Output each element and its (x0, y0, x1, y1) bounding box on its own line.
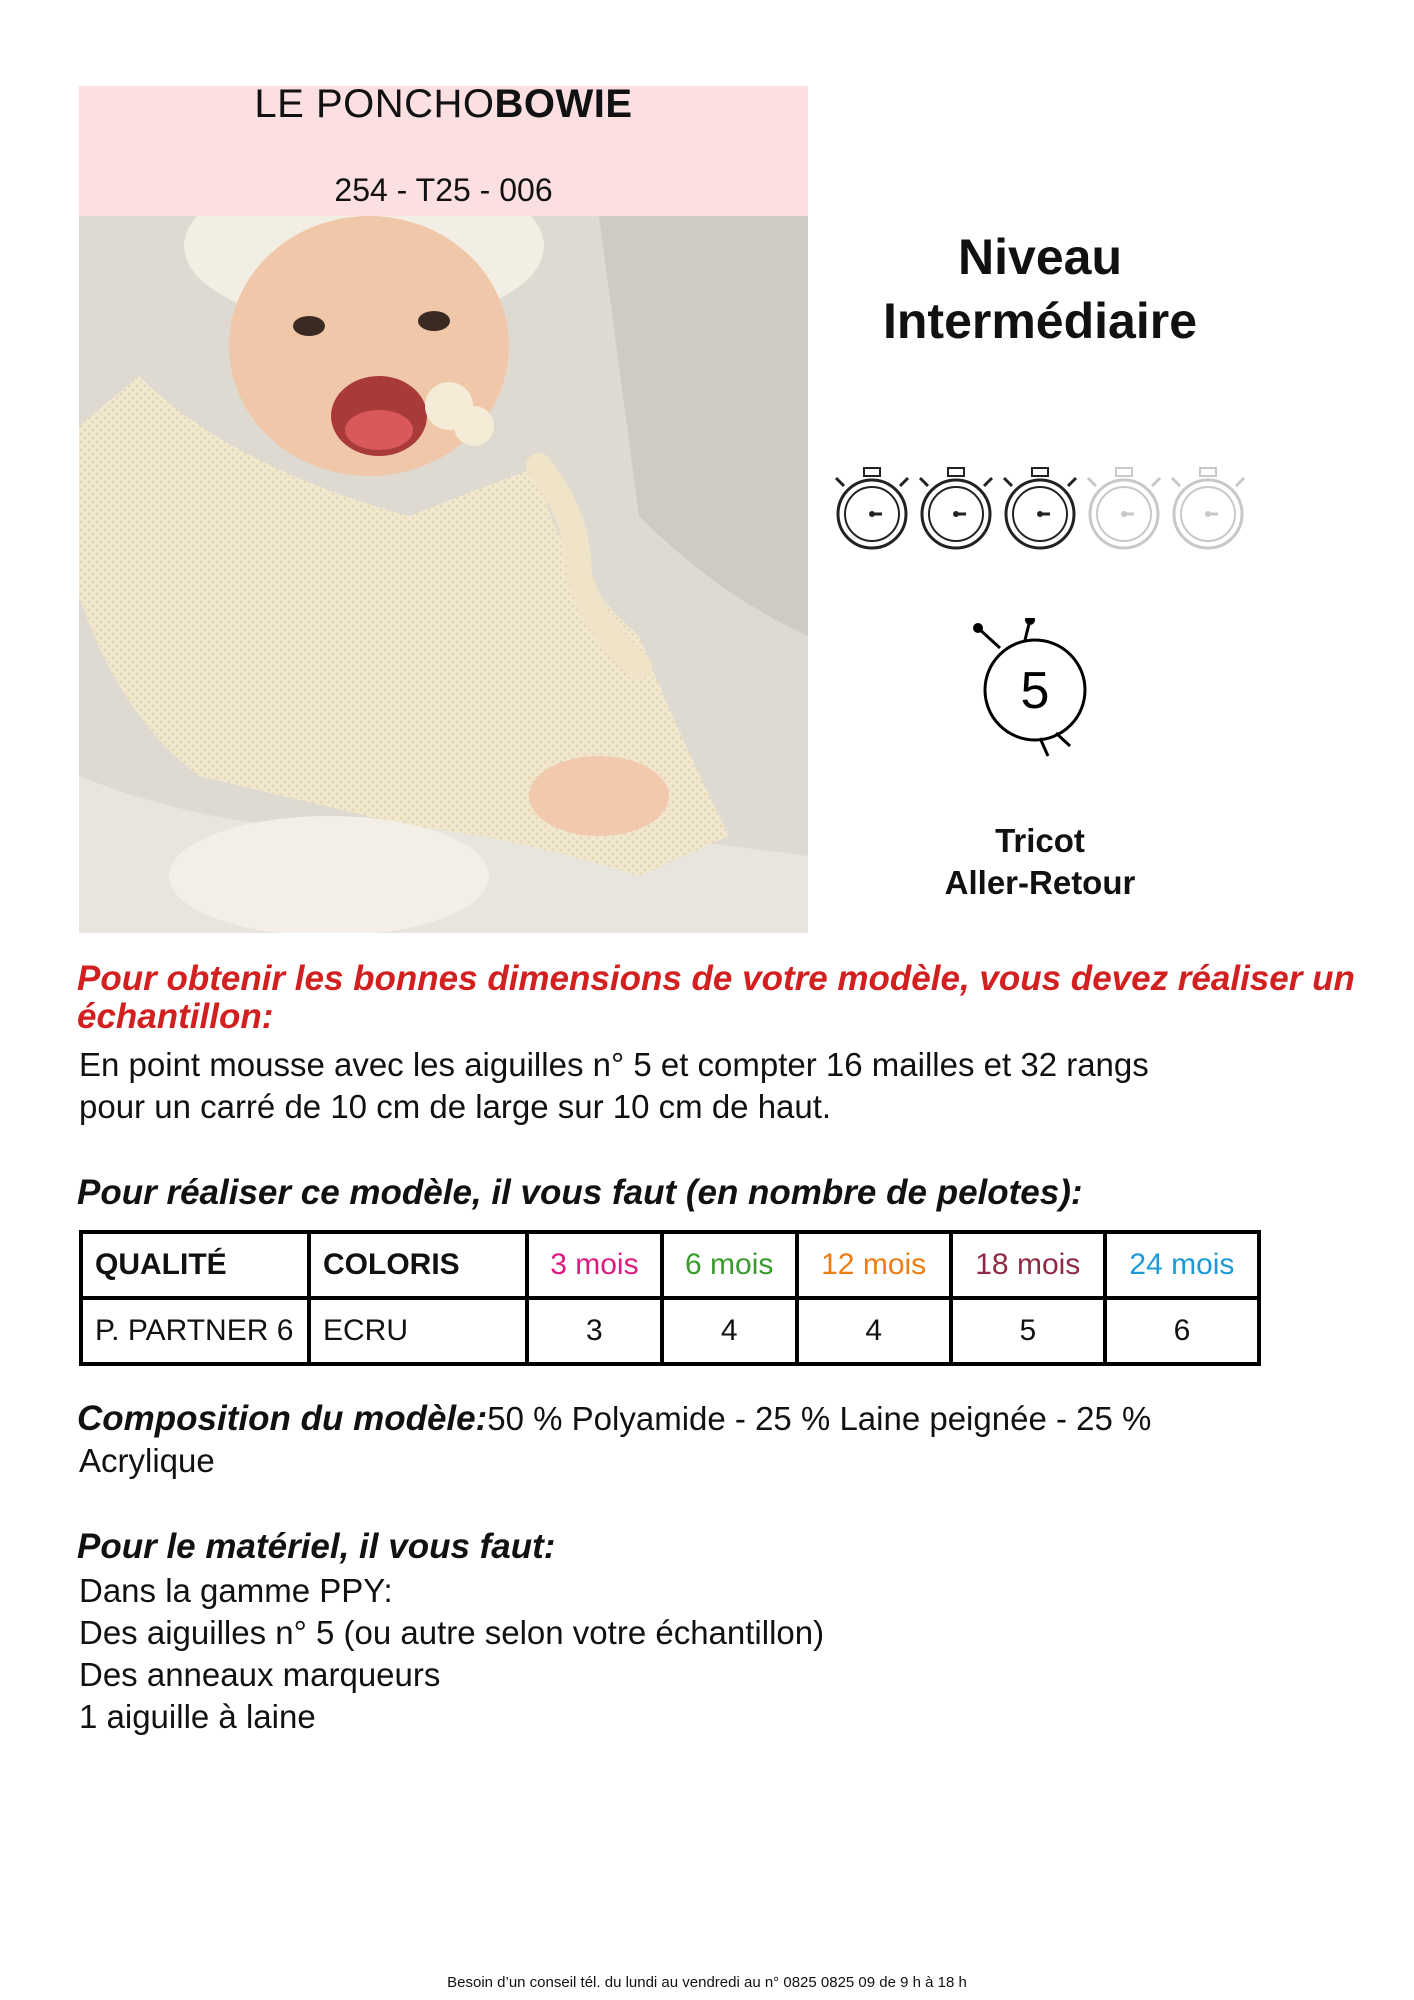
column-header-size: 3 mois (527, 1232, 662, 1298)
column-header-size: 18 mois (951, 1232, 1105, 1298)
table-header-row (81, 1232, 1259, 1298)
table-row (81, 1298, 1259, 1364)
cell-color: ECRU (309, 1298, 527, 1364)
cell-balls: 6 (1105, 1298, 1259, 1364)
stopwatch-icon (1172, 468, 1244, 548)
needle-size-value: 5 (1020, 662, 1050, 720)
stopwatch-icon (1004, 468, 1076, 548)
baby-poncho-photo (79, 216, 808, 933)
composition-text: 50 % Polyamide - 25 % Laine peignée - 25 % (487, 1400, 1152, 1437)
technique-line1: Tricot (995, 822, 1085, 859)
column-header-size: 12 mois (797, 1232, 951, 1298)
difficulty-rating (830, 466, 1250, 556)
stopwatch-icon (920, 468, 992, 548)
pattern-title: LE PONCHOBOWIE (254, 82, 633, 126)
stopwatch-icon (836, 468, 908, 548)
stopwatch-icon (1088, 468, 1160, 548)
photo-illustration (79, 216, 808, 933)
level-label: Niveau (958, 229, 1122, 285)
level-value: Intermédiaire (882, 293, 1197, 349)
gauge-line-1: En point mousse avec les aiguilles n° 5 et compter 16 mailles et 32 rangs (79, 1046, 1149, 1083)
equipment-item: Des anneaux marqueurs (79, 1656, 441, 1693)
cell-balls: 4 (797, 1298, 951, 1364)
cell-balls: 4 (662, 1298, 797, 1364)
column-header-size: 6 mois (662, 1232, 797, 1298)
equipment-heading: Pour le matériel, il vous faut: (77, 1527, 556, 1566)
knitting-needles-icon (970, 618, 1100, 758)
equipment-item: Dans la gamme PPY: (79, 1572, 393, 1609)
footer-contact: Besoin d’un conseil tél. du lundi au vendredi au n° 0825 0825 09 de 9 h à 18 h (447, 1974, 967, 1991)
gauge-heading: Pour obtenir les bonnes dimensions de votre modèle, vous devez réaliser un échantillon: (77, 959, 1355, 1036)
composition-label: Composition du modèle: (77, 1399, 488, 1438)
technique-line2: Aller-Retour (944, 864, 1136, 901)
technique (830, 820, 1250, 904)
cell-quality: P. PARTNER 6 (81, 1298, 309, 1364)
equipment-item: Des aiguilles n° 5 (ou autre selon votre échantillon) (79, 1614, 825, 1651)
column-header-quality: QUALITÉ (81, 1232, 309, 1298)
materials-heading: Pour réaliser ce modèle, il vous faut (en nombre de pelotes): (77, 1173, 1083, 1212)
cell-balls: 3 (527, 1298, 662, 1364)
cell-balls: 5 (951, 1298, 1105, 1364)
column-header-size: 24 mois (1105, 1232, 1259, 1298)
composition-text-2: Acrylique (79, 1442, 215, 1479)
pattern-reference: 254 - T25 - 006 (334, 172, 553, 208)
gauge-line-2: pour un carré de 10 cm de large sur 10 cm de haut. (79, 1088, 832, 1125)
equipment-item: 1 aiguille à laine (79, 1698, 316, 1735)
composition (77, 1398, 1151, 1440)
skill-level (830, 225, 1250, 353)
yarn-table (79, 1230, 1261, 1366)
column-header-color: COLORIS (309, 1232, 527, 1298)
